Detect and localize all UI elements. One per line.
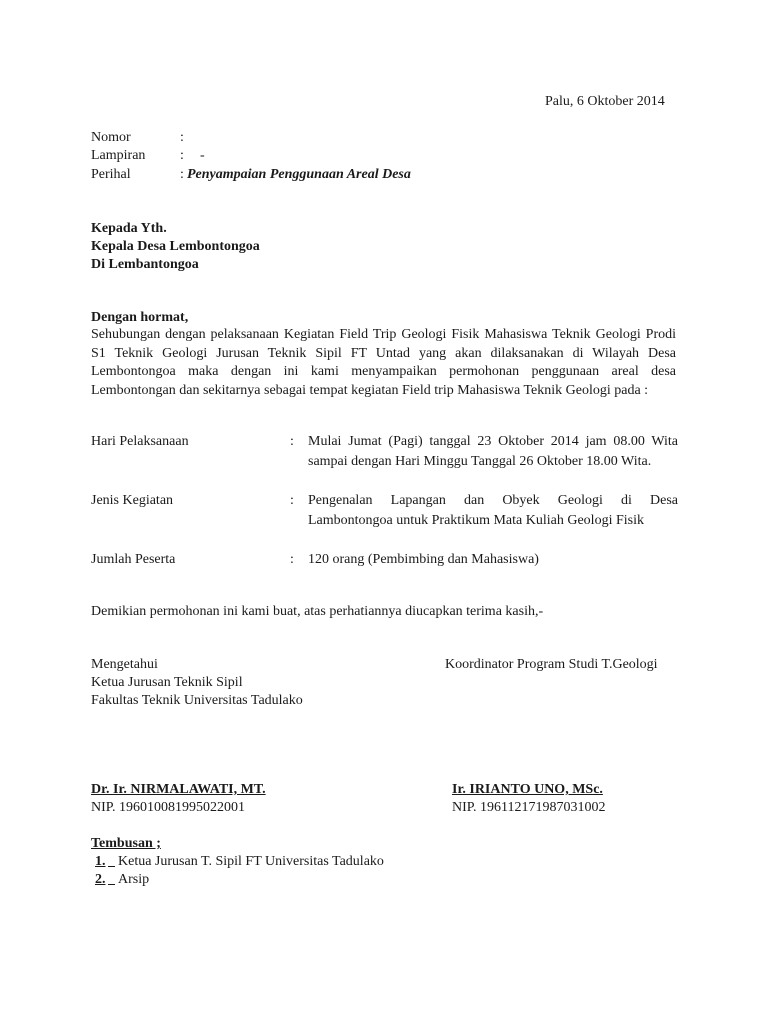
body-paragraph: Sehubungan dengan pelaksanaan Kegiatan Field Trip Geologi Fisik Mahasiswa Teknik Geologi Prodi S1 Teknik Geologi Jurusan Teknik Sipil FT Untad yang akan dilaksanakan di Wilayah Desa Lembontongoa maka dengan ini kami menyampaikan permohonan penggunaan areal desa Lembontongan dan sekitarnya sebagai tempat kegiatan Field trip Mahasiswa Teknik Geologi pada : xyxy=(91,327,676,398)
sign-right-title: Koordinator Program Studi T.Geologi xyxy=(445,657,658,672)
tembusan-item-2-text: Arsip xyxy=(118,872,150,887)
detail-colon-jumlah: : xyxy=(290,552,294,567)
sign-left-line-2: Ketua Jurusan Teknik Sipil xyxy=(91,675,243,690)
meta-perihal-label: Perihal xyxy=(91,167,131,182)
tembusan-heading: Tembusan ; xyxy=(91,836,161,851)
meta-nomor-colon: : xyxy=(180,130,184,145)
meta-perihal-colon: : xyxy=(180,167,184,182)
greeting: Dengan hormat, xyxy=(91,310,189,325)
tembusan-item-1-gap xyxy=(108,853,115,871)
tembusan-item-2-gap xyxy=(108,871,115,889)
detail-label-jumlah: Jumlah Peserta xyxy=(91,552,176,567)
detail-colon-hari: : xyxy=(290,434,294,449)
meta-lampiran-colon: : xyxy=(180,148,184,163)
sign-left-nip: NIP. 196010081995022001 xyxy=(91,800,246,815)
meta-nomor-label: Nomor xyxy=(91,130,131,145)
meta-lampiran-label: Lampiran xyxy=(91,148,146,163)
date-line: Palu, 6 Oktober 2014 xyxy=(545,94,665,109)
tembusan-item-1-num: 1. xyxy=(95,854,106,869)
recipient-line-1: Kepada Yth. xyxy=(91,221,167,236)
tembusan-item-1-text: Ketua Jurusan T. Sipil FT Universitas Tadulako xyxy=(118,854,384,869)
sign-left-name: Dr. Ir. NIRMALAWATI, MT. xyxy=(91,782,266,797)
closing-sentence: Demikian permohonan ini kami buat, atas perhatiannya diucapkan terima kasih,- xyxy=(91,604,544,619)
recipient-line-2: Kepala Desa Lembontongoa xyxy=(91,239,260,254)
detail-label-jenis: Jenis Kegiatan xyxy=(91,493,174,508)
detail-value-hari: Mulai Jumat (Pagi) tanggal 23 Oktober 2014 jam 08.00 Wita sampai dengan Hari Minggu Tanggal 26 Oktober 18.00 Wita. xyxy=(308,434,678,469)
detail-value-jenis: Pengenalan Lapangan dan Obyek Geologi di Desa Lambontongoa untuk Praktikum Mata Kuliah Geologi Fisik xyxy=(308,493,678,528)
meta-lampiran-value: - xyxy=(200,148,205,163)
sign-right-nip: NIP. 196112171987031002 xyxy=(452,800,606,815)
tembusan-item-2-num: 2. xyxy=(95,872,106,887)
detail-colon-jenis: : xyxy=(290,493,294,508)
sign-left-line-1: Mengetahui xyxy=(91,657,158,672)
detail-label-hari: Hari Pelaksanaan xyxy=(91,434,189,449)
recipient-line-3: Di Lembantongoa xyxy=(91,257,199,272)
detail-value-jumlah: 120 orang (Pembimbing dan Mahasiswa) xyxy=(308,552,539,567)
sign-right-name: Ir. IRIANTO UNO, MSc. xyxy=(452,782,603,797)
meta-perihal-value: Penyampaian Penggunaan Areal Desa xyxy=(187,167,411,182)
sign-left-line-3: Fakultas Teknik Universitas Tadulako xyxy=(91,693,303,708)
